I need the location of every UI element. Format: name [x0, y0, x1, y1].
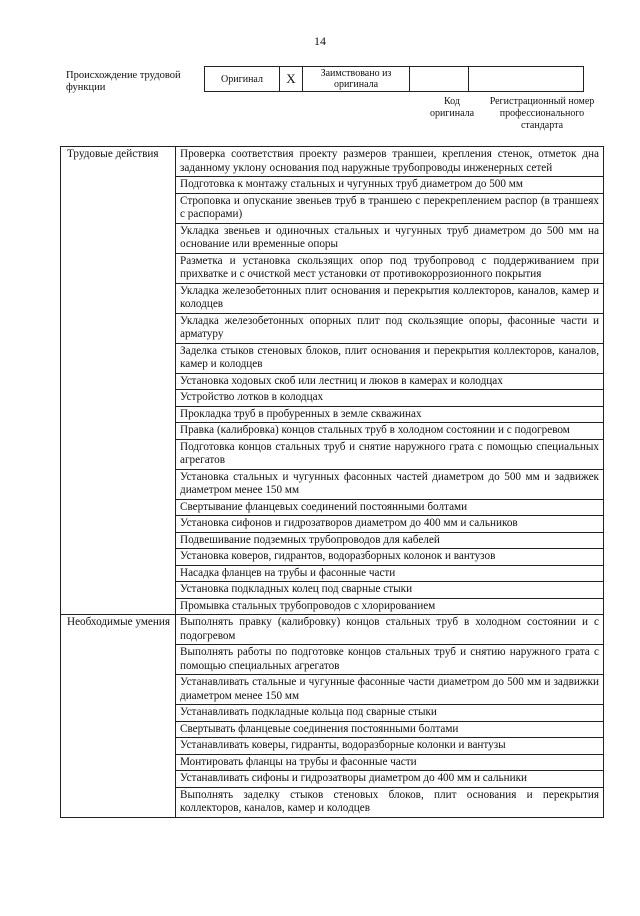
section-label: Трудовые действия: [61, 147, 176, 615]
list-item: Установка стальных и чугунных фасонных частей диаметром до 500 мм и задвижек диаметром менее 150 мм: [176, 469, 604, 499]
list-item: Выполнять правку (калибровку) концов стальных труб в холодном состоянии и с подогревом: [176, 615, 604, 645]
list-item: Установка коверов, гидрантов, водоразборных колонок и вантузов: [176, 549, 604, 566]
list-item: Подвешивание подземных трубопроводов для кабелей: [176, 532, 604, 549]
list-item: Установка ходовых скоб или лестниц и люков в камерах и колодцах: [176, 373, 604, 390]
table-row: [61, 615, 604, 645]
list-item: Устанавливать подкладные кольца под сварные стыки: [176, 705, 604, 722]
table-row: [61, 147, 604, 177]
list-item: Подготовка к монтажу стальных и чугунных труб диаметром до 500 мм: [176, 177, 604, 194]
labor-function-table: [60, 146, 604, 818]
list-item: Укладка железобетонных плит основания и перекрытия коллекторов, каналов, камер и колодцев: [176, 283, 604, 313]
borrowed-label: Заимствовано из оригинала: [303, 67, 410, 92]
origin-label: Происхождение трудовой функции: [66, 70, 181, 93]
list-item: Проверка соответствия проекту размеров траншеи, крепления стенок, отметок дна заданному уклону основания под наружные трубопроводы инженерных сетей: [176, 147, 604, 177]
list-item: Насадка фланцев на трубы и фасонные части: [176, 565, 604, 582]
list-item: Монтировать фланцы на трубы и фасонные части: [176, 754, 604, 771]
original-mark: X: [280, 67, 303, 92]
page-number: 14: [314, 34, 326, 48]
list-item: Укладка звеньев и одиночных стальных и чугунных труб диаметром до 500 мм на основание или временные опоры: [176, 223, 604, 253]
list-item: Прокладка труб в пробуренных в земле скважинах: [176, 406, 604, 423]
list-item: Строповка и опускание звеньев труб в траншею с перекреплением распор (в траншеях с распорами): [176, 193, 604, 223]
list-item: Устанавливать коверы, гидранты, водоразборные колонки и вантузы: [176, 738, 604, 755]
list-item: Выполнять работы по подготовке концов стальных труб и снятию наружного грата с помощью специальных агрегатов: [176, 645, 604, 675]
list-item: Правка (калибровка) концов стальных труб в холодном состоянии и с подогревом: [176, 423, 604, 440]
list-item: Свертывать фланцевые соединения постоянными болтами: [176, 721, 604, 738]
list-item: Промывка стальных трубопроводов с хлорированием: [176, 598, 604, 615]
list-item: Устанавливать стальные и чугунные фасонные части диаметром до 500 мм и задвижки диаметром менее 150 мм: [176, 675, 604, 705]
list-item: Выполнять заделку стыков стеновых блоков, плит основания и перекрытия коллекторов, каналов, камер и колодцев: [176, 787, 604, 817]
section-label: Необходимые умения: [61, 615, 176, 818]
origin-table: [204, 66, 584, 92]
code-caption: Код оригинала: [429, 96, 475, 119]
code-cell: [410, 67, 469, 92]
list-item: Укладка железобетонных опорных плит под скользящие опоры, фасонные части и арматуру: [176, 313, 604, 343]
registration-caption: Регистрационный номер профессионального стандарта: [489, 96, 595, 131]
list-item: Устанавливать сифоны и гидрозатворы диаметром до 400 мм и сальники: [176, 771, 604, 788]
list-item: Подготовка концов стальных труб и снятие наружного грата с помощью специальных агрегатов: [176, 439, 604, 469]
list-item: Устройство лотков в колодцах: [176, 390, 604, 407]
list-item: Заделка стыков стеновых блоков, плит основания и перекрытия коллекторов, каналов, камер и колодцев: [176, 343, 604, 373]
list-item: Разметка и установка скользящих опор под трубопровод с поддерживанием при прихватке и с очисткой мест установки от противокоррозионного покрытия: [176, 253, 604, 283]
original-label: Оригинал: [205, 67, 280, 92]
list-item: Свертывание фланцевых соединений постоянными болтами: [176, 499, 604, 516]
list-item: Установка подкладных колец под сварные стыки: [176, 582, 604, 599]
list-item: Установка сифонов и гидрозатворов диаметром до 400 мм и сальников: [176, 516, 604, 533]
registration-number-cell: [469, 67, 584, 92]
